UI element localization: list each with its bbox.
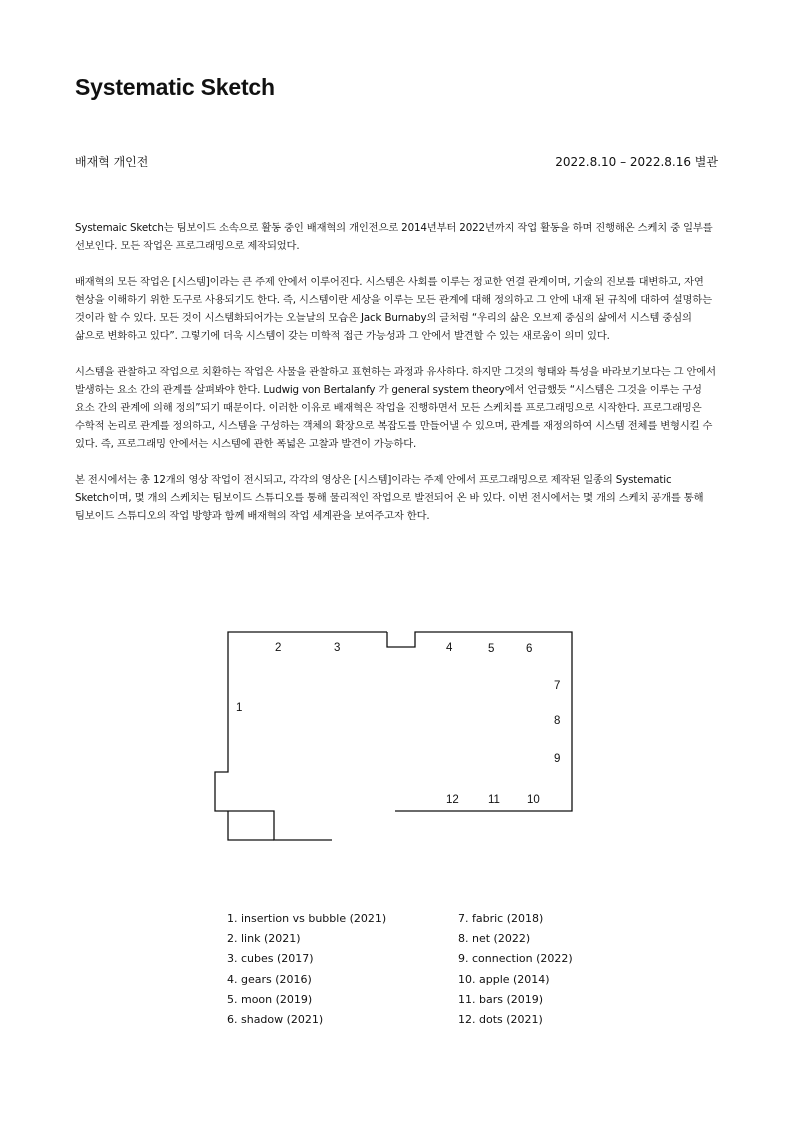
floor-plan-label: 9	[554, 753, 561, 765]
works-list	[227, 909, 386, 1030]
exhibition-dates: 2022.8.10 – 2022.8.16 별관	[555, 155, 718, 169]
floor-plan-wall	[228, 811, 274, 840]
list-item: 5. moon (2019)	[227, 992, 313, 1006]
list-item: 1. insertion vs bubble (2021)	[227, 912, 387, 925]
floor-plan-label: 12	[446, 794, 459, 806]
works-list	[458, 909, 573, 1030]
list-item: 7. fabric (2018)	[458, 912, 544, 925]
floor-plan-label: 1	[236, 702, 243, 714]
paragraph: 배재혁의 모든 작업은 [시스템]이라는 큰 주제 안에서 이루어진다. 시스템은 사회를 이루는 정교한 연결 관계이며, 기술의 진보를 대변하고, 자연 현상을 이해하기 위한 도구로 사용되기도 한다. 즉, 시스템이란 세상을 이루는 모든 관계에 대해 정의하고 그 안에 내재 된 규칙에 대하여 설명하는 것이라 할 수 있다. 모든 것이 시스템화되어가는 오늘날의 모습은 Jack Burnaby의 글처럼 “우리의 삶은 오브제 중심의 삶에서 시스템 중심의 삶으로 변화하고 있다”. 그렇기에 더욱 시스템이 갖는 미학적 접근 가능성과 그 안에서 발견할 수 있는 새로움이 의미 있다.	[75, 276, 712, 342]
floor-plan-wall	[215, 632, 387, 840]
floor-plan-label: 6	[526, 643, 533, 655]
floor-plan-wall	[387, 632, 572, 811]
list-item: 10. apple (2014)	[458, 972, 550, 986]
floor-plan-label: 5	[488, 643, 495, 655]
list-item: 8. net (2022)	[458, 932, 531, 946]
list-item: 9. connection (2022)	[458, 952, 573, 966]
floor-plan-label: 11	[488, 794, 500, 806]
exhibition-subtitle: 배재혁 개인전	[75, 155, 149, 169]
list-item: 12. dots (2021)	[458, 1013, 543, 1027]
list-item: 11. bars (2019)	[458, 992, 544, 1006]
list-item: 4. gears (2016)	[227, 972, 312, 986]
list-item: 6. shadow (2021)	[227, 1013, 324, 1027]
floor-plan-label: 2	[275, 642, 282, 654]
floor-plan-label: 10	[527, 794, 540, 806]
floor-plan-label: 7	[554, 680, 561, 692]
paragraph: Systemaic Sketch는 팀보이드 소속으로 활동 중인 배재혁의 개인전으로 2014년부터 2022년까지 작업 활동을 하며 진행해온 스케치 중 일부를 선보인다. 모든 작업은 프로그래밍으로 제작되었다.	[75, 222, 713, 252]
paragraph: 본 전시에서는 총 12개의 영상 작업이 전시되고, 각각의 영상은 [시스템]이라는 주제 안에서 프로그래밍으로 제작된 일종의 Systematic Sketch이며, 몇 개의 스케치는 팀보이드 스튜디오를 통해 물리적인 작업으로 발전되어 온 바 있다. 이번 전시에서는 몇 개의 스케치 공개를 통해 팀보이드 스튜디오의 작업 방향과 함께 배재혁의 작업 세계관을 보여주고자 한다.	[75, 474, 704, 522]
floor-plan-label: 8	[554, 715, 561, 727]
list-item: 3. cubes (2017)	[227, 952, 314, 966]
floor-plan-label: 4	[446, 642, 453, 654]
page-title: Systematic Sketch	[75, 74, 275, 100]
floor-plan-label: 3	[334, 642, 341, 654]
paragraph: 시스템을 관찰하고 작업으로 치환하는 작업은 사물을 관찰하고 표현하는 과정과 유사하다. 하지만 그것의 형태와 특성을 바라보기보다는 그 안에서 발생하는 요소 간의 관계를 살펴봐야 한다. Ludwig von Bertalanfy 가 general system theory에서 언급했듯 “시스템은 그것을 이루는 구성 요소 간의 관계에 의해 정의”되기 때문이다. 이러한 이유로 배재혁은 작업을 진행하면서 모든 스케치를 프로그래밍으로 시작한다. 프로그래밍은 수학적 논리로 관계를 정의하고, 시스템을 구성하는 객체의 확장으로 복잡도를 만들어낼 수 있으며, 관계를 재정의하여 시스템 전체를 변형시킬 수 있다. 즉, 프로그래밍 안에서는 시스템에 관한 폭넓은 고찰과 발견이 가능하다.	[75, 366, 716, 450]
list-item: 2. link (2021)	[227, 932, 301, 946]
